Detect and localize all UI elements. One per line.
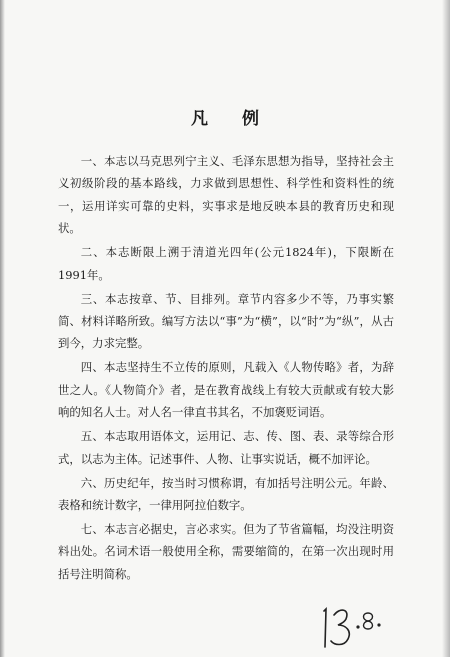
guideline-paragraph-5: 五、本志取用语体文，运用记、志、传、图、表、录等综合形式，以志为主体。记述事件、人物、让事实说话，概不加评论。 xyxy=(58,429,394,466)
scan-edge-right xyxy=(442,0,450,657)
guideline-paragraph-4: 四、本志坚持生不立传的原则，凡载入《人物传略》者，为辞世之人。《人物简介》者，是在教育战线上有较大贡献或有较大影响的知名人士。对人名一律直书其名，不加褒贬词语。 xyxy=(58,360,394,420)
guideline-paragraph-3: 三、本志按章、节、目排列。章节内容多少不等，乃事实繁简、材料详略所致。编写方法以“事”为“横”，以“时”为“纵”，从古到今，力求完整。 xyxy=(58,291,394,351)
guideline-paragraph-6: 六、历史纪年，按当时习惯称谓，有加括号注明公元。年龄、表格和统计数字，一律用阿拉伯数字。 xyxy=(58,475,394,513)
scan-edge-left xyxy=(0,0,5,657)
guideline-paragraph-7: 七、本志言必据史，言必求实。但为了节省篇幅，均没注明资料出处。名词术语一般使用全称，需要缩简的，在第一次出现时用括号注明简称。 xyxy=(58,522,394,581)
handwritten-page-number xyxy=(316,605,386,649)
guidelines-body xyxy=(58,150,394,587)
guideline-paragraph-2: 二、本志断限上溯于清道光四年(公元1824年)，下限断在1991年。 xyxy=(58,245,394,282)
page-title: 凡 例 xyxy=(191,109,273,129)
guideline-paragraph-1: 一、本志以马克思列宁主义、毛泽东思想为指导，坚持社会主义初级阶段的基本路线，力求做到思想性、科学性和资料性的统一，运用详实可靠的史料，实事求是地反映本县的教育历史和现状。 xyxy=(58,154,394,236)
